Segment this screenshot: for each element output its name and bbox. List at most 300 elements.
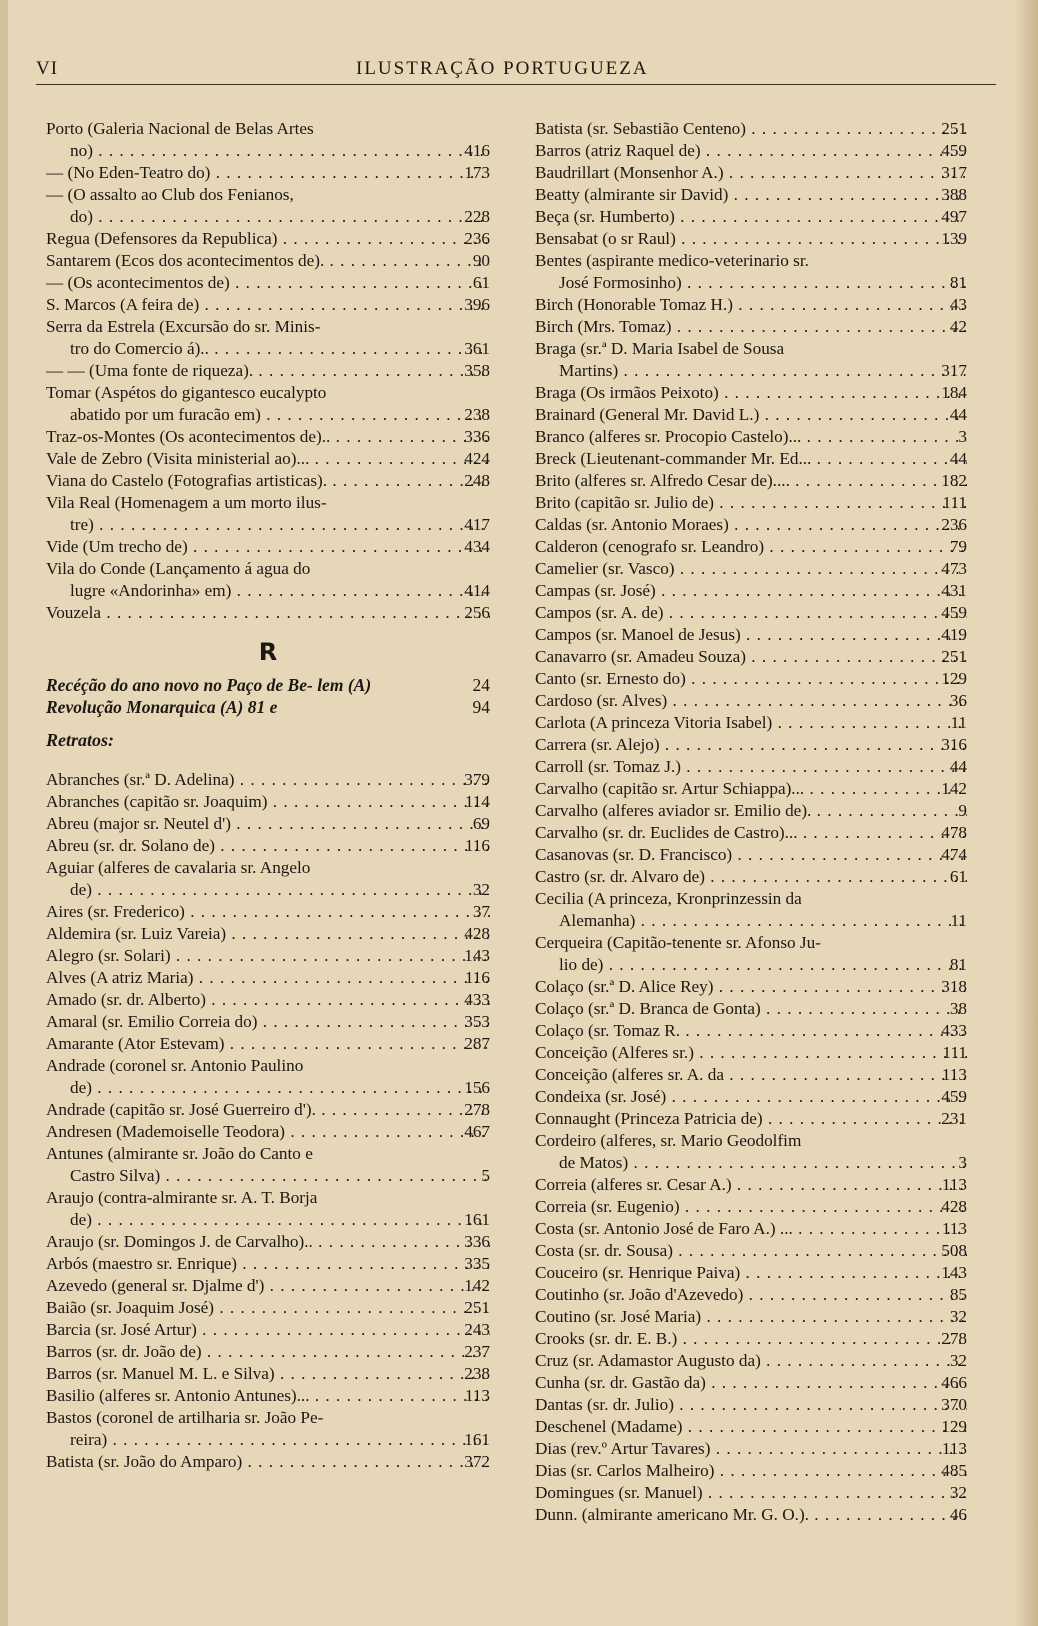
entry-page: 236 (941, 515, 967, 534)
entry-page: 32 (472, 880, 490, 899)
entry-text: Abranches (sr.ª D. Adelina) . . . (46, 769, 490, 791)
entry-text-continued: de Matos) . . . (535, 1152, 967, 1174)
entry-text: — (O assalto ao Club dos Fenianos, (46, 185, 294, 204)
index-entry (535, 162, 967, 184)
index-entry (535, 1108, 967, 1130)
entry-page: 90 (472, 251, 490, 270)
index-entry (535, 1240, 967, 1262)
index-entry (535, 140, 967, 162)
entry-text: Campos (sr. Manoel de Jesus) . . . (535, 624, 967, 646)
entry-text-continued: Castro Silva) . . . (46, 1165, 490, 1187)
entry-text: Carvalho (capitão sr. Artur Schiappa)... . . . (535, 778, 967, 800)
entry-page: 3 (958, 1153, 967, 1172)
entry-text: Brito (capitão sr. Julio de) . . . (535, 492, 967, 514)
entry-page: 79 (949, 537, 967, 556)
section-letter: R (258, 638, 278, 666)
entry-page: 466 (941, 1373, 967, 1392)
entry-page: 434 (464, 537, 490, 556)
entry-text-continued: Martins) . . . (535, 360, 967, 382)
entry-text: Carlota (A princeza Vitoria Isabel) . . . (535, 712, 967, 734)
entry-page: 61 (949, 867, 967, 886)
entry-page: 142 (464, 1276, 490, 1295)
entry-text: Camelier (sr. Vasco) . . . (535, 558, 967, 580)
entry-page: 370 (941, 1395, 967, 1414)
page-number: VI (36, 58, 59, 79)
page-header (36, 56, 996, 86)
index-entry (535, 426, 967, 448)
index-entry (46, 294, 490, 316)
entry-text: Bensabat (o sr Raul) . . . (535, 228, 967, 250)
index-entry (46, 360, 490, 382)
entry-text: Andrade (capitão sr. José Guerreiro d'). . . . (46, 1099, 490, 1121)
entry-page: 139 (941, 229, 967, 248)
entry-page: 182 (941, 471, 967, 490)
index-entry (46, 1407, 490, 1451)
index-entry (46, 316, 490, 360)
page-left-edge (0, 0, 8, 1626)
entry-text: Cerqueira (Capitão-tenente sr. Afonso Ju- (535, 933, 821, 952)
entry-text: Abreu (sr. dr. Solano de) . . . (46, 835, 490, 857)
entry-page: 414 (464, 581, 490, 600)
index-entry (46, 118, 490, 162)
index-entry (46, 1297, 490, 1319)
entry-page: 379 (464, 770, 490, 789)
entry-page: 431 (941, 581, 967, 600)
entry-page: 228 (464, 207, 490, 226)
entry-page: 129 (941, 1417, 967, 1436)
entry-text-continued: de) . . . (46, 879, 490, 901)
entry-text: Batista (sr. Sebastião Centeno) . . . (535, 118, 967, 140)
entry-text: Connaught (Princeza Patricia de) . . . (535, 1108, 967, 1130)
portraits-list-right (535, 118, 967, 1526)
index-entry (46, 162, 490, 184)
entry-text: Arbós (maestro sr. Enrique) . . . (46, 1253, 490, 1275)
entry-page: 358 (464, 361, 490, 380)
entry-text: Abreu (major sr. Neutel d') . . . (46, 813, 490, 835)
entry-page: 417 (464, 515, 490, 534)
entry-page: 251 (464, 1298, 490, 1317)
entry-page: 32 (949, 1483, 967, 1502)
index-entry (46, 602, 490, 624)
entry-page: 251 (941, 647, 967, 666)
subheading: Retratos: (46, 730, 115, 750)
entry-page: 184 (941, 383, 967, 402)
entry-page: 508 (941, 1241, 967, 1260)
entry-page: 81 (949, 955, 967, 974)
entry-page: 336 (464, 1232, 490, 1251)
entry-page: 243 (464, 1320, 490, 1339)
entry-page: 419 (941, 625, 967, 644)
index-entry (535, 888, 967, 932)
entry-page: 9 (958, 801, 967, 820)
entry-page: 278 (464, 1100, 490, 1119)
entry-text: Couceiro (sr. Henrique Paiva) . . . (535, 1262, 967, 1284)
entry-text: Birch (Honorable Tomaz H.) . . . (535, 294, 967, 316)
featured-entry-text: Revolução Monarquica (A) 81 e (46, 697, 278, 717)
index-entry (535, 1438, 967, 1460)
page-right-edge (1014, 0, 1038, 1626)
entry-page: 44 (949, 449, 967, 468)
entry-text: Crooks (sr. dr. E. B.) . . . (535, 1328, 967, 1350)
entry-page: 44 (949, 405, 967, 424)
index-entry (46, 1033, 490, 1055)
entry-text: Barros (sr. Manuel M. L. e Silva) . . . (46, 1363, 490, 1385)
entry-text-continued: lugre «Andorinha» em) . . . (46, 580, 490, 602)
index-entry (535, 1020, 967, 1042)
right-column (535, 118, 967, 1526)
entry-text: Carvalho (sr. dr. Euclides de Castro)... . . . (535, 822, 967, 844)
entry-text: — — (Uma fonte de riqueza). . . . (46, 360, 490, 382)
entry-page: 416 (464, 141, 490, 160)
entry-text: Coutino (sr. José Maria) . . . (535, 1306, 967, 1328)
index-entry (46, 492, 490, 536)
entry-text: Vale de Zebro (Visita ministerial ao)... . . . (46, 448, 490, 470)
index-entry (46, 1363, 490, 1385)
index-entry (46, 945, 490, 967)
running-title: ILUSTRAÇÃO PORTUGUEZA (356, 58, 649, 79)
index-entry (46, 558, 490, 602)
index-entry (46, 769, 490, 791)
entry-text: Andresen (Mademoiselle Teodora) . . . (46, 1121, 490, 1143)
index-entry (535, 1328, 967, 1350)
entry-text: Santarem (Ecos dos acontecimentos de). . . . (46, 250, 490, 272)
index-entry (46, 470, 490, 492)
entry-page: 114 (464, 792, 490, 811)
entry-page: 24 (472, 675, 490, 695)
entry-text: Aires (sr. Frederico) . . . (46, 901, 490, 923)
entry-text: Dias (sr. Carlos Malheiro) . . . (535, 1460, 967, 1482)
entry-page: 287 (464, 1034, 490, 1053)
entry-text: Bastos (coronel de artilharia sr. João Pe- (46, 1408, 324, 1427)
left-top-list (46, 118, 490, 624)
entry-text-continued: abatido por um furacão em) . . . (46, 404, 490, 426)
entry-text: Vouzela . . . (46, 602, 490, 624)
index-entry (46, 791, 490, 813)
index-entry (46, 1341, 490, 1363)
entry-text-continued: Alemanha) . . . (535, 910, 967, 932)
index-entry (46, 857, 490, 901)
index-entry (535, 712, 967, 734)
index-entry (535, 1042, 967, 1064)
entry-text: Basilio (alferes sr. Antonio Antunes)... . . . (46, 1385, 490, 1407)
index-entry (46, 1121, 490, 1143)
index-entry (535, 800, 967, 822)
index-entry (46, 1143, 490, 1187)
entry-text: Calderon (cenografo sr. Leandro) . . . (535, 536, 967, 558)
index-entry (46, 536, 490, 558)
entry-text: Barcia (sr. José Artur) . . . (46, 1319, 490, 1341)
index-entry (535, 206, 967, 228)
entry-page: 318 (941, 977, 967, 996)
index-entry (535, 866, 967, 888)
entry-text: Costa (sr. Antonio José de Faro A.) ... . . . (535, 1218, 967, 1240)
entry-text: Barros (sr. dr. João de) . . . (46, 1341, 490, 1363)
entry-text-continued: reira) . . . (46, 1429, 490, 1451)
entry-page: 251 (941, 119, 967, 138)
index-entry (46, 1099, 490, 1121)
entry-text: Conceição (Alferes sr.) . . . (535, 1042, 967, 1064)
entry-page: 335 (464, 1254, 490, 1273)
entry-text: Deschenel (Madame) . . . (535, 1416, 967, 1438)
index-entry (535, 470, 967, 492)
entry-text-continued: do) . . . (46, 206, 490, 228)
entry-page: 11 (950, 911, 967, 930)
entry-page: 3 (958, 427, 967, 446)
entry-text: Alves (A atriz Maria) . . . (46, 967, 490, 989)
index-entry (46, 989, 490, 1011)
index-entry (535, 1306, 967, 1328)
entry-text: Baudrillart (Monsenhor A.) . . . (535, 162, 967, 184)
index-entry (46, 228, 490, 250)
index-entry (535, 316, 967, 338)
entry-page: 459 (941, 1087, 967, 1106)
entry-page: 237 (464, 1342, 490, 1361)
index-entry (535, 1350, 967, 1372)
index-entry (535, 1504, 967, 1526)
entry-text-continued: de) . . . (46, 1209, 490, 1231)
index-entry (535, 558, 967, 580)
index-entry (46, 901, 490, 923)
entry-page: 236 (464, 229, 490, 248)
entry-page: 69 (472, 814, 490, 833)
index-entry (535, 778, 967, 800)
index-entry (535, 822, 967, 844)
featured-entry (46, 674, 490, 696)
index-entry (535, 602, 967, 624)
entry-page: 143 (464, 946, 490, 965)
index-entry (535, 1372, 967, 1394)
index-entry (535, 1394, 967, 1416)
entry-text: Campas (sr. José) . . . (535, 580, 967, 602)
entry-page: 433 (464, 990, 490, 1009)
entry-text: Cordeiro (alferes, sr. Mario Geodolfim (535, 1131, 802, 1150)
index-entry (46, 448, 490, 470)
index-entry (46, 272, 490, 294)
entry-page: 238 (464, 405, 490, 424)
index-entry (535, 536, 967, 558)
entry-text: Braga (sr.ª D. Maria Isabel de Sousa (535, 339, 785, 358)
entry-page: 316 (941, 735, 967, 754)
index-entry (46, 813, 490, 835)
entry-text: Colaço (sr.ª D. Alice Rey) . . . (535, 976, 967, 998)
entry-page: 111 (942, 493, 967, 512)
entry-page: 44 (949, 757, 967, 776)
entry-text-continued: de) . . . (46, 1077, 490, 1099)
entry-page: 94 (472, 697, 490, 717)
entry-text: Birch (Mrs. Tomaz) . . . (535, 316, 967, 338)
entry-page: 81 (949, 273, 967, 292)
entry-text: Beatty (almirante sir David) . . . (535, 184, 967, 206)
entry-text-continued: lio de) . . . (535, 954, 967, 976)
entry-page: 36 (949, 691, 967, 710)
index-entry (535, 1262, 967, 1284)
entry-text: Andrade (coronel sr. Antonio Paulino (46, 1056, 304, 1075)
entry-text: Condeixa (sr. José) . . . (535, 1086, 967, 1108)
index-entry (46, 1187, 490, 1231)
entry-page: 231 (941, 1109, 967, 1128)
entry-text: Aldemira (sr. Luiz Vareia) . . . (46, 923, 490, 945)
entry-page: 467 (464, 1122, 490, 1141)
header-rule (36, 84, 996, 85)
index-entry (46, 923, 490, 945)
entry-text: Beça (sr. Humberto) . . . (535, 206, 967, 228)
entry-text: Araujo (contra-almirante sr. A. T. Borja (46, 1188, 318, 1207)
entry-page: 32 (949, 1351, 967, 1370)
entry-page: 428 (464, 924, 490, 943)
entry-text: Correia (alferes sr. Cesar A.) . . . (535, 1174, 967, 1196)
index-entry (46, 835, 490, 857)
entry-page: 143 (941, 1263, 967, 1282)
entry-page: 32 (949, 1307, 967, 1326)
entry-text: Vide (Um trecho de) . . . (46, 536, 490, 558)
index-entry (535, 448, 967, 470)
entry-page: 11 (950, 713, 967, 732)
index-entry (535, 118, 967, 140)
entry-text: Amaral (sr. Emilio Correia do) . . . (46, 1011, 490, 1033)
entry-page: 478 (941, 823, 967, 842)
entry-text: Serra da Estrela (Excursão do sr. Minis- (46, 317, 321, 336)
entry-text: — (No Eden-Teatro do) . . . (46, 162, 490, 184)
entry-page: 38 (949, 999, 967, 1018)
index-entry (535, 404, 967, 426)
entry-page: 142 (941, 779, 967, 798)
index-entry (535, 382, 967, 404)
entry-text: Vila Real (Homenagem a um morto ilus- (46, 493, 327, 512)
index-entry (46, 1451, 490, 1473)
index-entry (535, 932, 967, 976)
entry-text-continued: tro do Comercio á).. . . . (46, 338, 490, 360)
entry-page: 388 (941, 185, 967, 204)
entry-page: 353 (464, 1012, 490, 1031)
index-entry (535, 1460, 967, 1482)
entry-page: 428 (941, 1197, 967, 1216)
entry-text: Vila do Conde (Lançamento á agua do (46, 559, 311, 578)
index-entry (46, 967, 490, 989)
entry-page: 317 (941, 163, 967, 182)
entry-page: 113 (941, 1175, 967, 1194)
entry-page: 113 (941, 1219, 967, 1238)
index-entry (46, 1275, 490, 1297)
entry-text-continued: no) . . . (46, 140, 490, 162)
entry-text: Dias (rev.º Artur Tavares) . . . (535, 1438, 967, 1460)
index-entry (46, 184, 490, 228)
entry-page: 116 (464, 836, 490, 855)
index-entry (46, 382, 490, 426)
entry-page: 43 (949, 295, 967, 314)
entry-text: Carroll (sr. Tomaz J.) . . . (535, 756, 967, 778)
entry-text: Baião (sr. Joaquim José) . . . (46, 1297, 490, 1319)
entry-text: Porto (Galeria Nacional de Belas Artes (46, 119, 314, 138)
entry-text-continued: tre) . . . (46, 514, 490, 536)
entry-text: Caldas (sr. Antonio Moraes) . . . (535, 514, 967, 536)
entry-page: 336 (464, 427, 490, 446)
index-entry (535, 492, 967, 514)
index-entry (46, 1385, 490, 1407)
index-entry (535, 1130, 967, 1174)
entry-page: 85 (949, 1285, 967, 1304)
index-entry (535, 734, 967, 756)
index-entry (535, 624, 967, 646)
entry-page: 473 (941, 559, 967, 578)
portraits-list-left (46, 769, 490, 1473)
entry-page: 433 (941, 1021, 967, 1040)
entry-text: Azevedo (general sr. Djalme d') . . . (46, 1275, 490, 1297)
index-entry (535, 1482, 967, 1504)
entry-page: 46 (949, 1505, 967, 1524)
entry-text: Brainard (General Mr. David L.) . . . (535, 404, 967, 426)
entry-text: Amarante (Ator Estevam) . . . (46, 1033, 490, 1055)
left-column (46, 118, 490, 1473)
entry-text: Tomar (Aspétos do gigantesco eucalypto (46, 383, 327, 402)
entry-page: 37 (472, 902, 490, 921)
entry-text: Brito (alferes sr. Alfredo Cesar de).... . . . (535, 470, 967, 492)
entry-text: Carvalho (alferes aviador sr. Emilio de). . . . (535, 800, 967, 822)
index-entry (535, 184, 967, 206)
entry-text: Cardoso (sr. Alves) . . . (535, 690, 967, 712)
entry-text: — (Os acontecimentos de) . . . (46, 272, 490, 294)
index-entry (46, 426, 490, 448)
index-entry (535, 514, 967, 536)
entry-page: 113 (941, 1065, 967, 1084)
entry-text: Bentes (aspirante medico-veterinario sr. (535, 251, 809, 270)
entry-text: Antunes (almirante sr. João do Canto e (46, 1144, 313, 1163)
entry-page: 497 (941, 207, 967, 226)
entry-page: 173 (464, 163, 490, 182)
entry-page: 372 (464, 1452, 490, 1471)
entry-text: Domingues (sr. Manuel) . . . (535, 1482, 967, 1504)
entry-page: 113 (941, 1439, 967, 1458)
entry-text: Braga (Os irmãos Peixoto) . . . (535, 382, 967, 404)
index-entry (535, 1284, 967, 1306)
entry-page: 238 (464, 1364, 490, 1383)
index-entry (46, 1253, 490, 1275)
entry-text: Costa (sr. dr. Sousa) . . . (535, 1240, 967, 1262)
entry-text: S. Marcos (A feira de) . . . (46, 294, 490, 316)
entry-text: Dantas (sr. dr. Julio) . . . (535, 1394, 967, 1416)
entry-text: Cruz (sr. Adamastor Augusto da) . . . (535, 1350, 967, 1372)
index-entry (535, 294, 967, 316)
featured-entry (46, 696, 490, 718)
index-entry (535, 1086, 967, 1108)
index-entry (535, 646, 967, 668)
entry-page: 278 (941, 1329, 967, 1348)
index-entry (535, 1174, 967, 1196)
entry-page: 256 (464, 603, 490, 622)
entry-page: 474 (941, 845, 967, 864)
entry-page: 42 (949, 317, 967, 336)
entry-page: 113 (464, 1386, 490, 1405)
index-entry (535, 668, 967, 690)
index-entry (535, 690, 967, 712)
entry-text: Alegro (sr. Solari) . . . (46, 945, 490, 967)
entry-text: Conceição (alferes sr. A. da . . . (535, 1064, 967, 1086)
entry-page: 459 (941, 603, 967, 622)
entry-page: 485 (941, 1461, 967, 1480)
index-entry (535, 580, 967, 602)
index-entry (535, 1196, 967, 1218)
entry-text: Breck (Lieutenant-commander Mr. Ed... . . . (535, 448, 967, 470)
entry-page: 248 (464, 471, 490, 490)
index-entry (46, 1011, 490, 1033)
entry-text: Araujo (sr. Domingos J. de Carvalho).. . . . (46, 1231, 490, 1253)
entry-text: Canavarro (sr. Amadeu Souza) . . . (535, 646, 967, 668)
index-entry (46, 250, 490, 272)
index-entry (535, 338, 967, 382)
featured-entry-text: Recéção do ano novo no Paço de Be- lem (A) (46, 675, 372, 695)
entry-page: 424 (464, 449, 490, 468)
entry-page: 396 (464, 295, 490, 314)
index-entry (535, 844, 967, 866)
